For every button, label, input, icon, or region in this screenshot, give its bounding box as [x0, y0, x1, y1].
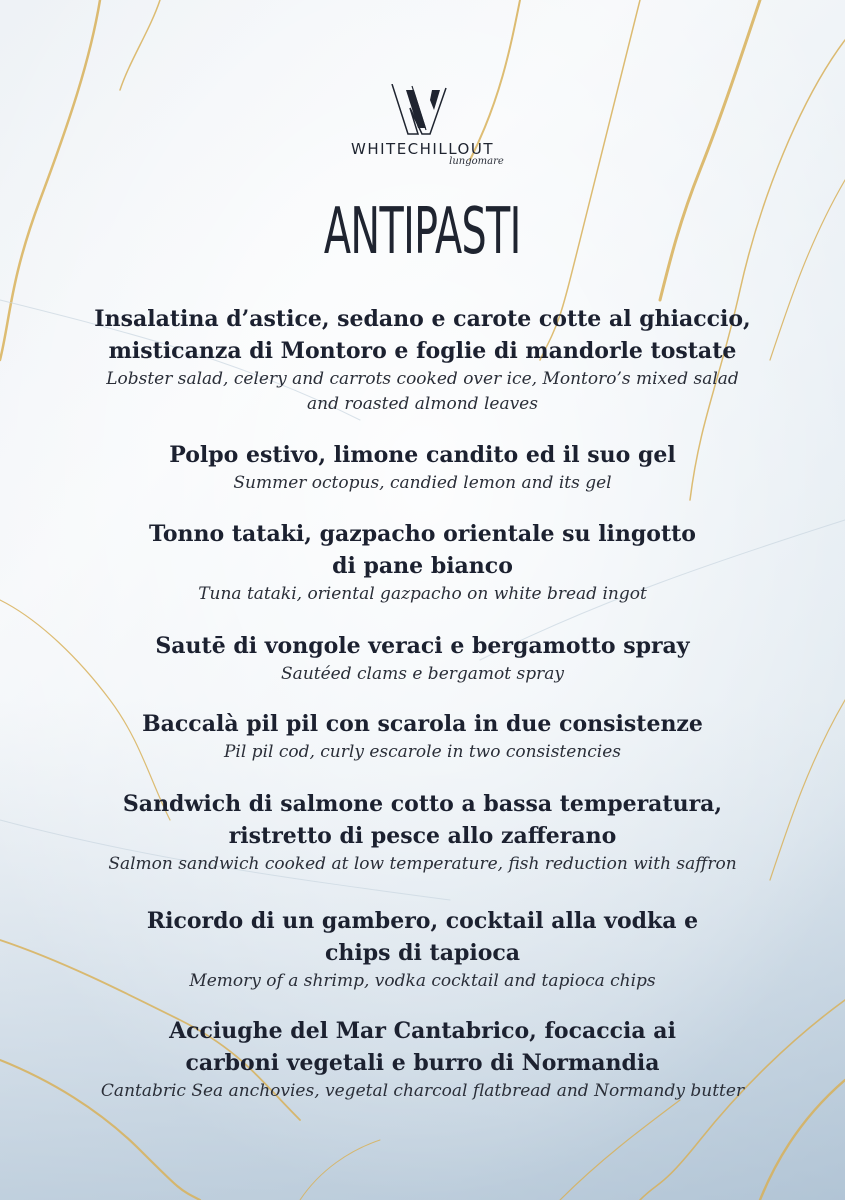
dish-description-english: Pil pil cod, curly escarole in two consistencies [223, 742, 622, 762]
dish-description-english: Salmon sandwich cooked at low temperature, fish reduction with saffron [108, 854, 737, 874]
menu-item [0, 303, 845, 417]
dish-description-english: Lobster salad, celery and carrots cooked over ice, Montoro’s mixed salad and roasted almond leaves [106, 369, 739, 414]
dish-description-english: Tuna tataki, oriental gazpacho on white bread ingot [198, 584, 647, 604]
dish-name-italian: Baccalà pil pil con scarola in due consistenze [142, 711, 703, 737]
dish-description-english: Sautéed clams e bergamot spray [281, 664, 564, 684]
dish-description-english: Cantabric Sea anchovies, vegetal charcoal flatbread and Normandy butter [100, 1081, 745, 1101]
dish-description-english: Memory of a shrimp, vodka cocktail and tapioca chips [189, 971, 656, 991]
dish-name-italian: Sautē di vongole veraci e bergamotto spray [155, 633, 690, 659]
dish-name-italian: Sandwich di salmone cotto a bassa temperatura, ristretto di pesce allo zafferano [122, 791, 723, 849]
dish-name-italian: Ricordo di un gambero, cocktail alla vodka e chips di tapioca [146, 908, 699, 966]
brand-subtitle: lungomare [449, 156, 504, 167]
dish-description-english: Summer octopus, candied lemon and its gel [233, 473, 612, 493]
menu-item [0, 1015, 845, 1104]
brand-name: WHITECHILLOUT [351, 140, 494, 158]
dish-name-italian: Tonno tataki, gazpacho orientale su lingotto di pane bianco [149, 521, 696, 579]
menu-item [0, 708, 845, 765]
dish-name-italian: Polpo estivo, limone candito ed il suo gel [169, 442, 676, 468]
menu-item [0, 788, 845, 877]
dish-name-italian: Insalatina d’astice, sedano e carote cotte al ghiaccio, misticanza di Montoro e foglie di mandorle tostate [94, 306, 751, 364]
menu-item [0, 905, 845, 994]
dish-name-italian: Acciughe del Mar Cantabrico, focaccia ai carboni vegetali e burro di Normandia [169, 1018, 676, 1076]
section-title: ANTIPASTI [323, 195, 521, 269]
logo [0, 84, 845, 168]
w-logo-icon [388, 84, 458, 140]
menu-item [0, 630, 845, 687]
menu-item [0, 518, 845, 607]
menu-item [0, 439, 845, 496]
